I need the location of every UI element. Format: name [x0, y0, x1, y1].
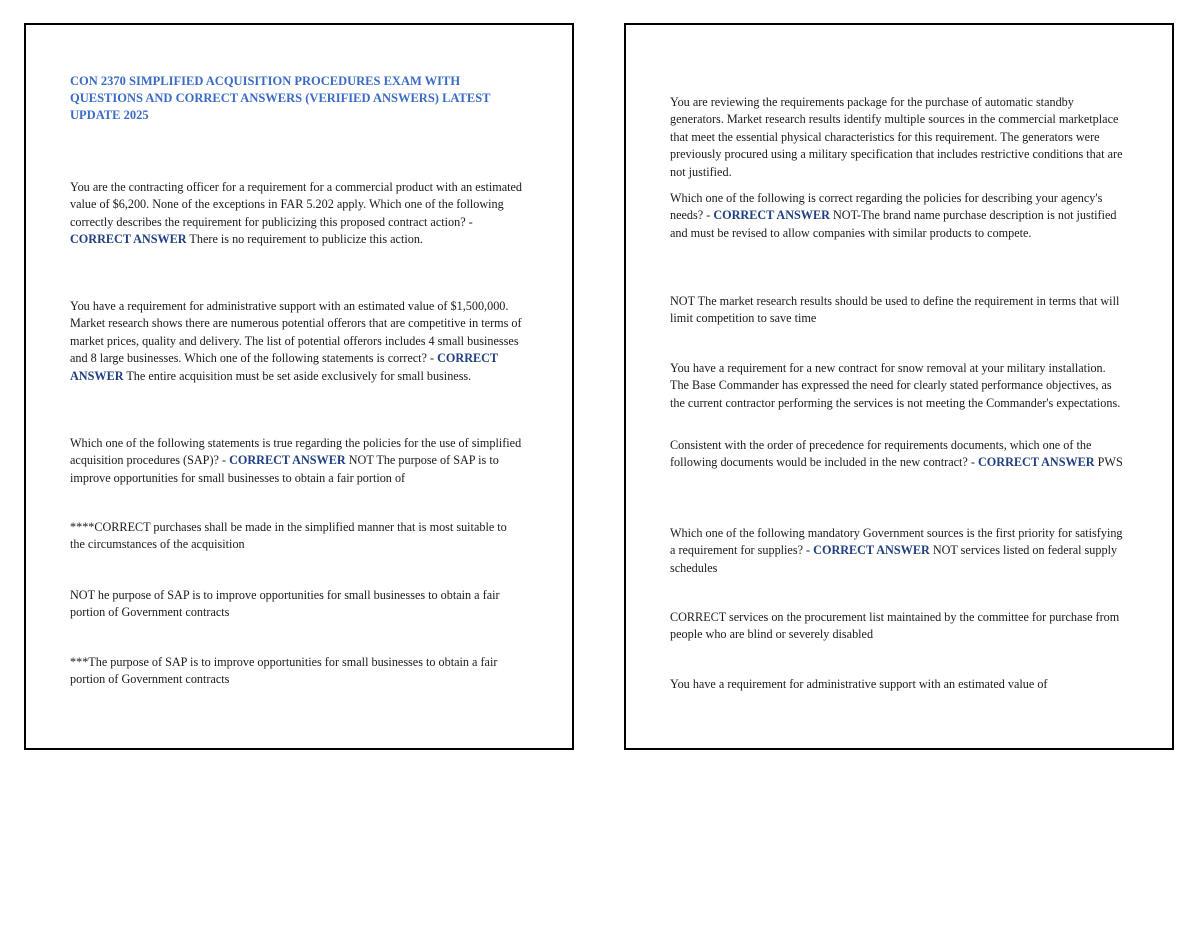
correct-answer-label: CORRECT ANSWER	[713, 208, 830, 223]
answer-option-simplified-manner: ****CORRECT purchases shall be made in the simplified manner that is most suitable to the circumstances of the acquisition	[70, 520, 507, 552]
answer-text: NOT The purpose of SAP is to improve opportunities for small businesses to obtain a fair portion of	[70, 453, 499, 485]
question-publicizing	[70, 179, 524, 249]
answer-text: There is no requirement to publicize this action.	[186, 232, 423, 247]
correct-answer-label: CORRECT ANSWER	[229, 453, 346, 468]
question-text: You have a requirement for administrative support with an estimated value of $1,500,000. Market research shows there are numerous potential offerors that are competitive in terms of market prices, quality and delivery. The list of potential offerors includes 4 small businesses and 8 large businesses. Which one of the following statements is correct? -	[70, 299, 522, 366]
answer-text: PWS	[1094, 455, 1123, 470]
question-set-aside	[70, 298, 524, 385]
question-text: You are the contracting officer for a requirement for a commercial product with an estimated value of $6,200. None of the exceptions in FAR 5.202 apply. Which one of the following correctly describes the requirement for publicizing this proposed contract action? -	[70, 180, 523, 229]
correct-answer-label: CORRECT ANSWER	[813, 543, 930, 558]
question-text: Consistent with the order of precedence for requirements documents, which one of the following documents would be included in the new contract? -	[670, 438, 1092, 470]
question-text: Which one of the following statements is true regarding the policies for the use of simplified acquisition procedures (SAP)? -	[70, 436, 522, 468]
correct-answer-label: CORRECT ANSWER	[70, 351, 498, 383]
answer-option-government-contracts: ***The purpose of SAP is to improve opportunities for small businesses to obtain a fair portion of Government contracts	[70, 655, 498, 687]
document-page-right	[624, 23, 1174, 750]
scenario-standby-generators: You are reviewing the requirements package for the purchase of automatic standby generators. Market research results identify multiple sources in the commercial marketplace that meet the essential physical characteristics for this requirement. The generators were previously procured using a military specification that includes restrictive conditions that are not justified.	[670, 95, 1123, 179]
question-order-of-precedence	[670, 437, 1124, 472]
answer-option-procurement-list: CORRECT services on the procurement list maintained by the committee for purchase from people who are blind or severely disabled	[670, 610, 1120, 642]
scenario-snow-removal: You have a requirement for a new contract for snow removal at your military installation. The Base Commander has expressed the need for clearly stated performance objectives, as the current contractor performing the services is not meeting the Commander's expectations.	[670, 361, 1121, 410]
correct-answer-label: CORRECT ANSWER	[70, 232, 187, 247]
question-sap-policies	[70, 435, 524, 487]
question-text: Which one of the following mandatory Government sources is the first priority for satisfying a requirement for supplies? -	[670, 526, 1123, 558]
question-describing-needs	[670, 190, 1124, 242]
question-text: Which one of the following is correct regarding the policies for describing your agency's needs? -	[670, 191, 1103, 223]
question-mandatory-sources	[670, 525, 1124, 577]
document-page-left	[24, 23, 574, 750]
answer-option-limit-competition: NOT The market research results should be used to define the requirement in terms that will limit competition to save time	[670, 294, 1120, 326]
answer-text: NOT-The brand name purchase description is not justified and must be revised to allow companies with similar products to compete.	[670, 208, 1117, 240]
exam-title: CON 2370 SIMPLIFIED ACQUISITION PROCEDURES EXAM WITH QUESTIONS AND CORRECT ANSWERS (VERIFIED ANSWERS) LATEST UPDATE 2025	[70, 74, 491, 122]
correct-answer-label: CORRECT ANSWER	[978, 455, 1095, 470]
question-admin-support-partial: You have a requirement for administrative support with an estimated value of	[670, 677, 1048, 691]
answer-text: NOT services listed on federal supply schedules	[670, 543, 1118, 575]
answer-text: The entire acquisition must be set aside exclusively for small business.	[123, 368, 472, 383]
answer-option-small-business: NOT he purpose of SAP is to improve opportunities for small businesses to obtain a fair portion of Government contracts	[70, 588, 500, 620]
